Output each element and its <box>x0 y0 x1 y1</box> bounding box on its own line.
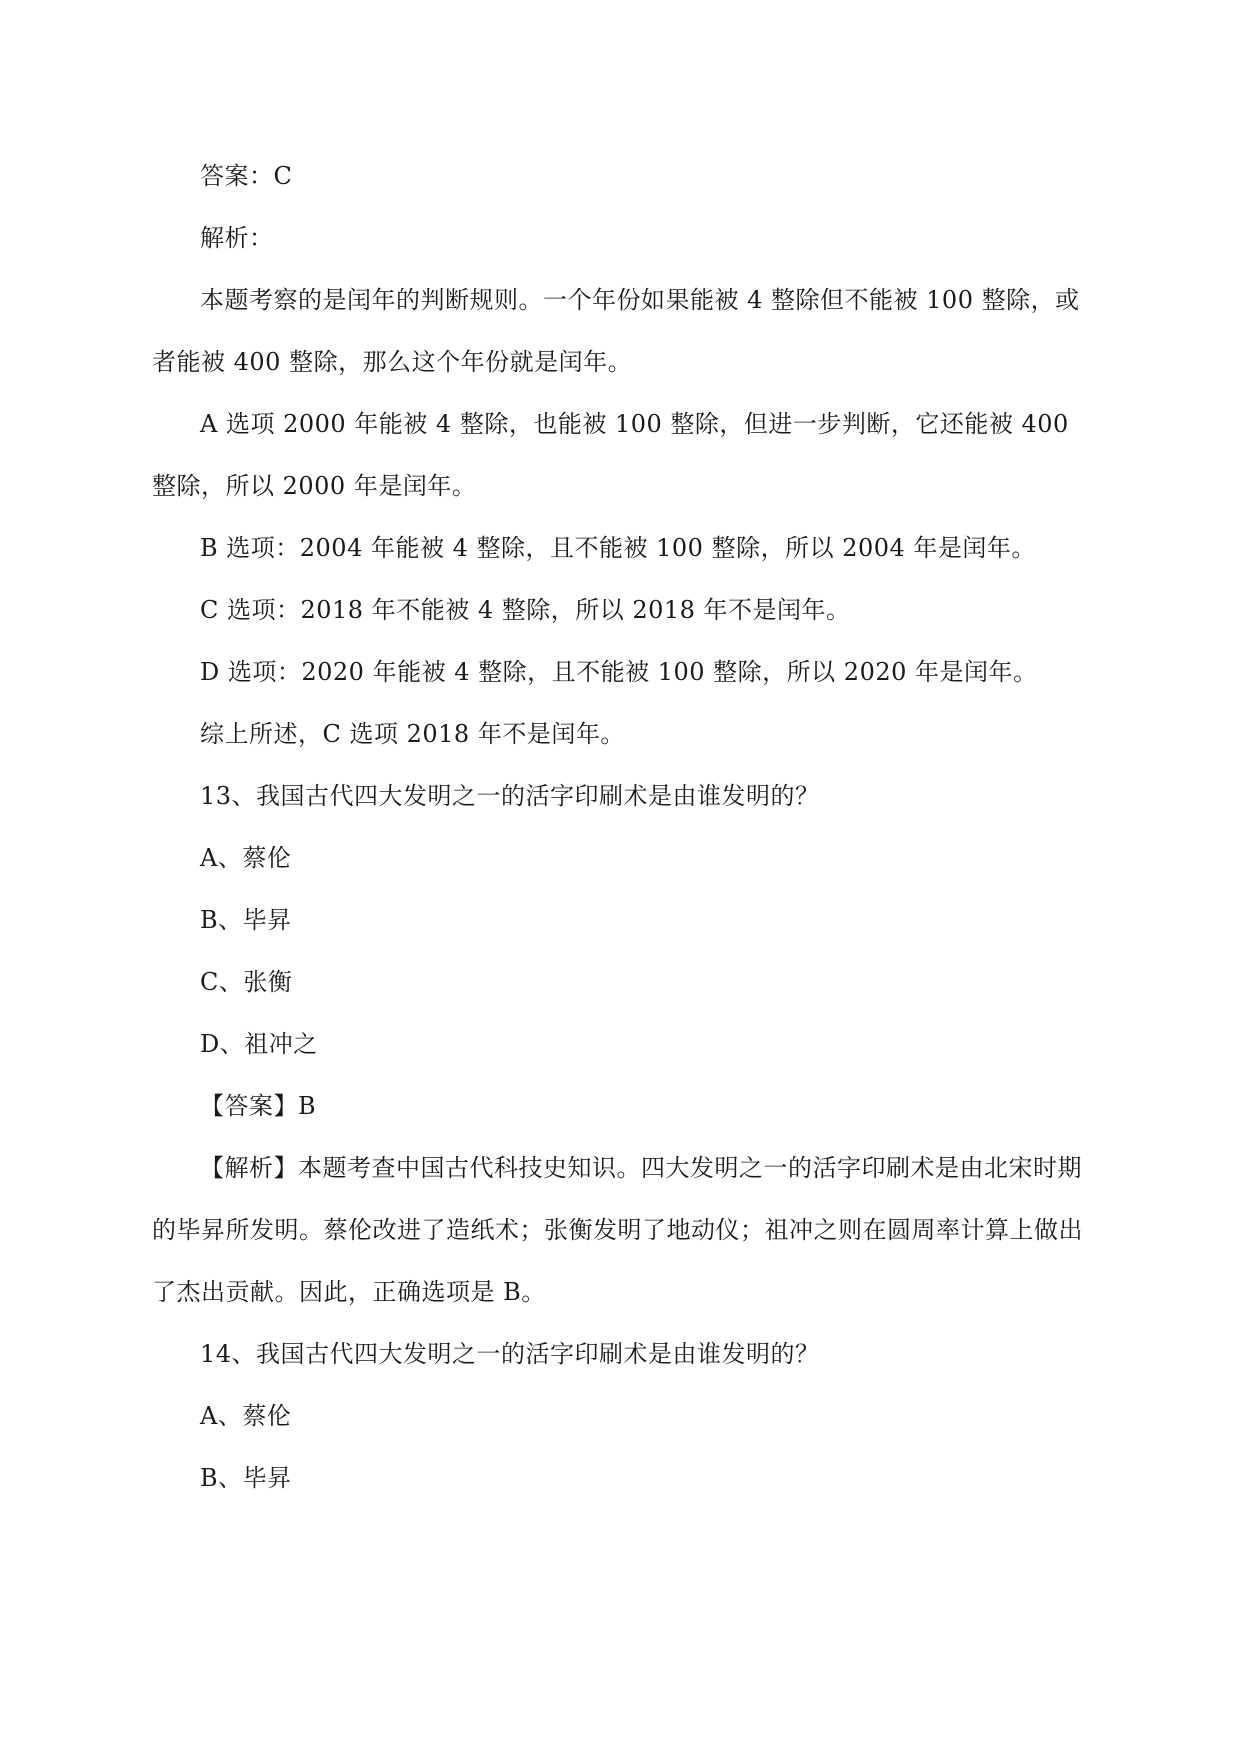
option-a-analysis: A 选项 2000 年能被 4 整除，也能被 100 整除，但进一步判断，它还能被 400 整除，所以 2000 年是闰年。 <box>152 410 1069 500</box>
question-13: 13、我国古代四大发明之一的活字印刷术是由谁发明的？ <box>200 782 820 810</box>
q14-option-a: A、蔡伦 <box>200 1402 292 1430</box>
option-d-analysis: D 选项：2020 年能被 4 整除，且不能被 100 整除，所以 2020 年是闰年。 <box>200 658 1038 686</box>
analysis-summary: 综上所述，C 选项 2018 年不是闰年。 <box>200 720 625 748</box>
q13-option-a: A、蔡伦 <box>200 844 292 872</box>
analysis-heading: 解析： <box>200 224 274 252</box>
q13-option-c: C、张衡 <box>200 968 293 996</box>
document-body <box>152 145 1092 1509</box>
question-14: 14、我国古代四大发明之一的活字印刷术是由谁发明的？ <box>200 1340 820 1368</box>
analysis-intro: 本题考察的是闰年的判断规则。一个年份如果能被 4 整除但不能被 100 整除，或者能被 400 整除，那么这个年份就是闰年。 <box>152 286 1080 376</box>
option-c-analysis: C 选项：2018 年不能被 4 整除，所以 2018 年不是闰年。 <box>200 596 851 624</box>
option-b-analysis: B 选项：2004 年能被 4 整除，且不能被 100 整除，所以 2004 年是闰年。 <box>200 534 1036 562</box>
q13-answer: 【答案】B <box>200 1092 317 1120</box>
q13-option-b: B、毕昇 <box>200 906 292 934</box>
q14-option-b: B、毕昇 <box>200 1464 292 1492</box>
answer-line: 答案：C <box>200 162 293 190</box>
q13-option-d: D、祖冲之 <box>200 1030 318 1058</box>
q13-analysis: 【解析】本题考查中国古代科技史知识。四大发明之一的活字印刷术是由北宋时期的毕昇所发明。蔡伦改进了造纸术；张衡发明了地动仪；祖冲之则在圆周率计算上做出了杰出贡献。因此，正确选项是 B。 <box>152 1154 1083 1306</box>
